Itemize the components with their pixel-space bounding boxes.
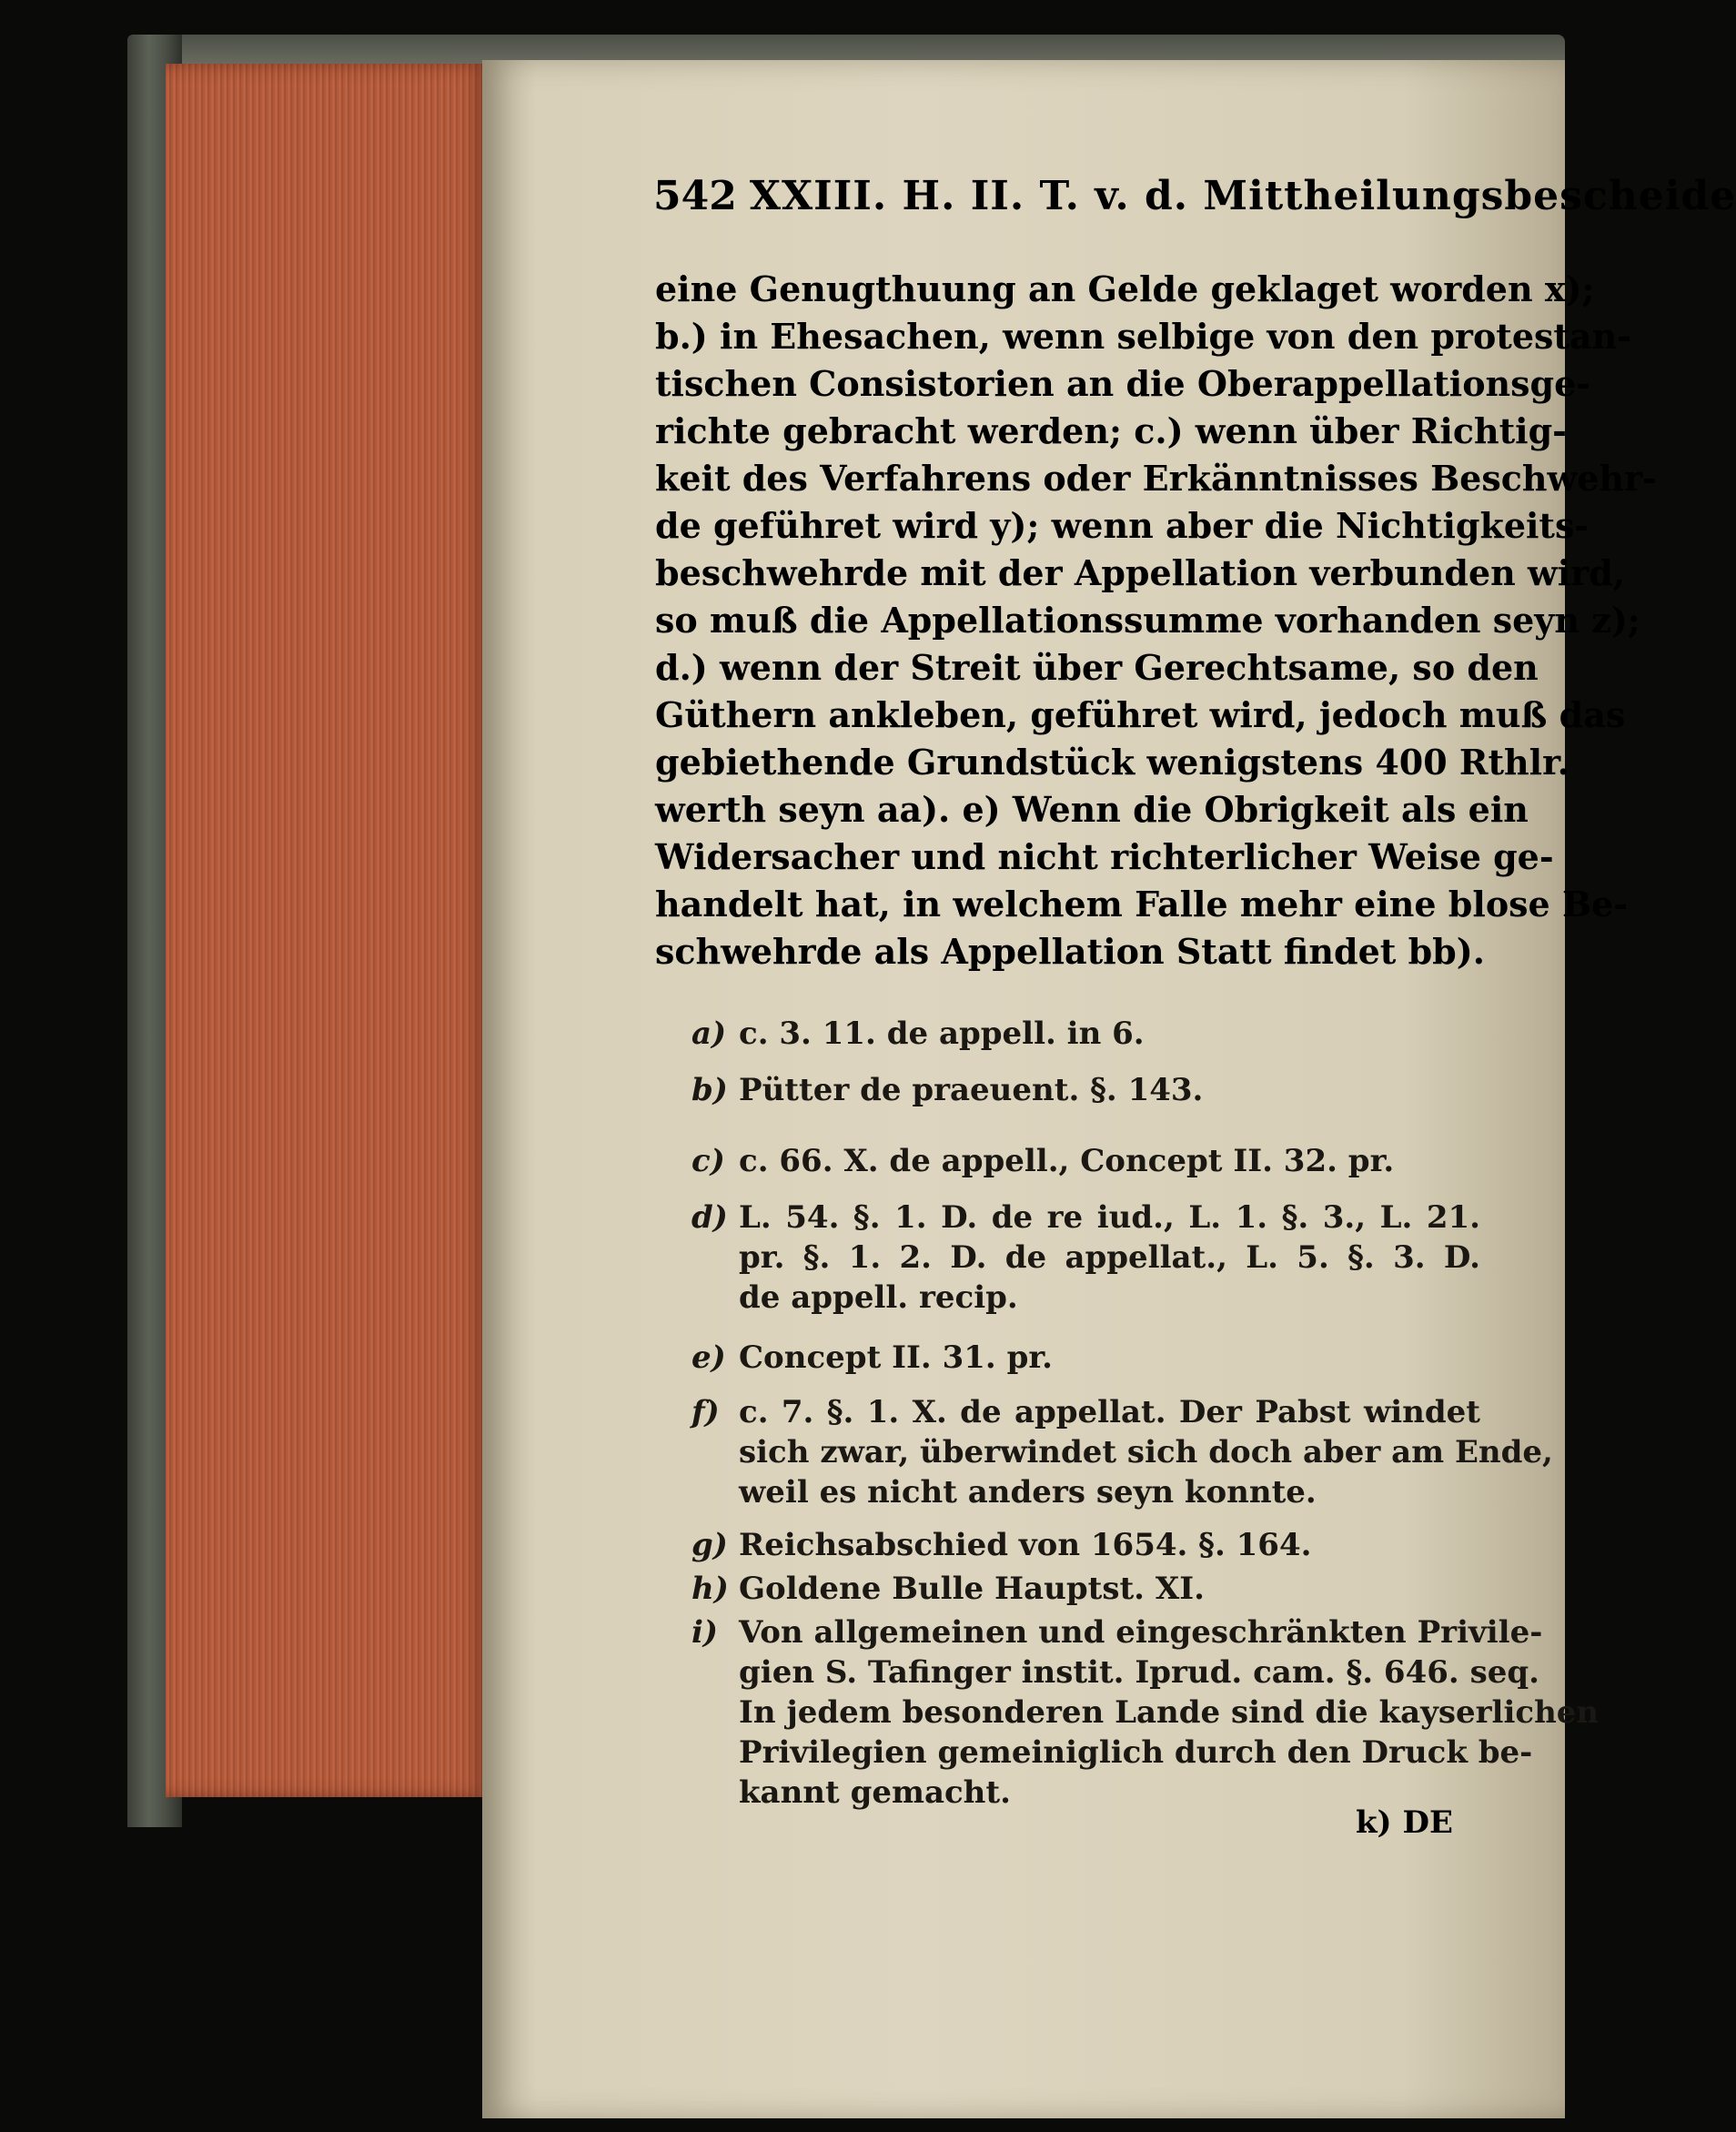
catchword: k) DE	[1356, 1804, 1453, 1841]
footnote-line: kannt gemacht.	[739, 1774, 1011, 1811]
footnote-line: weil es nicht anders seyn konnte.	[739, 1474, 1317, 1511]
text-line: tischen Consistorien an die Oberappellationsge-	[655, 363, 1591, 404]
footnote-mark: i)	[691, 1614, 719, 1651]
footnote-line: c. 66. X. de appell., Concept II. 32. pr.	[739, 1143, 1395, 1179]
text-line: d.) wenn der Streit über Gerechtsame, so den	[655, 647, 1539, 688]
text-line: beschwehrde mit der Appellation verbunden wird,	[655, 552, 1626, 593]
footnote-line: Von allgemeinen und eingeschränkten Privile-	[739, 1614, 1543, 1651]
text-line: eine Genugthuung an Gelde geklaget worden x);	[655, 268, 1595, 309]
page-edges	[166, 64, 489, 1797]
footnote-line: Pütter de praeuent. §. 143.	[739, 1072, 1204, 1108]
text-line: gebiethende Grundstück wenigstens 400 Rthlr.	[655, 742, 1569, 783]
text-line: handelt hat, in welchem Falle mehr eine blose Be-	[655, 884, 1629, 925]
text-line: schwehrde als Appellation Statt findet bb).	[655, 931, 1485, 972]
footnote-line: sich zwar, überwindet sich doch aber am Ende,	[739, 1434, 1553, 1470]
footnote-line: c. 7. §. 1. X. de appellat. Der Pabst windet	[739, 1394, 1480, 1430]
footnote-mark: c)	[691, 1143, 725, 1179]
footnote-line: de appell. recip.	[739, 1279, 1018, 1316]
footnote-line: Reichsabschied von 1654. §. 164.	[739, 1527, 1312, 1563]
footnote-line: c. 3. 11. de appell. in 6.	[739, 1015, 1145, 1052]
footnote-mark: b)	[691, 1072, 728, 1108]
text-line: b.) in Ehesachen, wenn selbige von den protestan-	[655, 316, 1631, 357]
footnote-mark: h)	[691, 1571, 729, 1607]
footnote-line: Privilegien gemeiniglich durch den Druck be-	[739, 1734, 1533, 1771]
footnote-mark: a)	[691, 1015, 727, 1052]
text-line: de geführet wird y); wenn aber die Nichtigkeits-	[655, 505, 1590, 546]
running-title: XXIII. H. II. T. v. d. Mittheilungsbescheide	[749, 173, 1736, 219]
text-line: Güthern ankleben, geführet wird, jedoch muß das	[655, 694, 1626, 735]
text-line: richte gebracht werden; c.) wenn über Richtig-	[655, 410, 1567, 451]
footnote-mark: f)	[691, 1394, 720, 1430]
footnote-line: In jedem besonderen Lande sind die kayserlichen	[739, 1694, 1600, 1731]
running-header	[653, 173, 1736, 219]
text-line: so muß die Appellationssumme vorhanden seyn z);	[655, 600, 1640, 641]
footnote-mark: e)	[691, 1339, 726, 1376]
footnote-line: Concept II. 31. pr.	[739, 1339, 1053, 1376]
footnote-mark: d)	[691, 1199, 728, 1236]
footnote-mark: g)	[691, 1527, 728, 1563]
text-line: Widersacher und nicht richterlicher Weise ge-	[655, 836, 1554, 877]
footnote-line: Goldene Bulle Hauptst. XI.	[739, 1571, 1205, 1607]
text-line: keit des Verfahrens oder Erkänntnisses Beschwehr-	[655, 458, 1657, 499]
footnote-line: pr. §. 1. 2. D. de appellat., L. 5. §. 3. D.	[739, 1239, 1480, 1276]
footnote-line: L. 54. §. 1. D. de re iud., L. 1. §. 3., L. 21.	[739, 1199, 1480, 1236]
footnote-line: gien S. Tafinger instit. Iprud. cam. §. 646. seq.	[739, 1654, 1539, 1691]
text-line: werth seyn aa). e) Wenn die Obrigkeit als ein	[655, 789, 1529, 830]
page-number: 542	[653, 173, 737, 219]
